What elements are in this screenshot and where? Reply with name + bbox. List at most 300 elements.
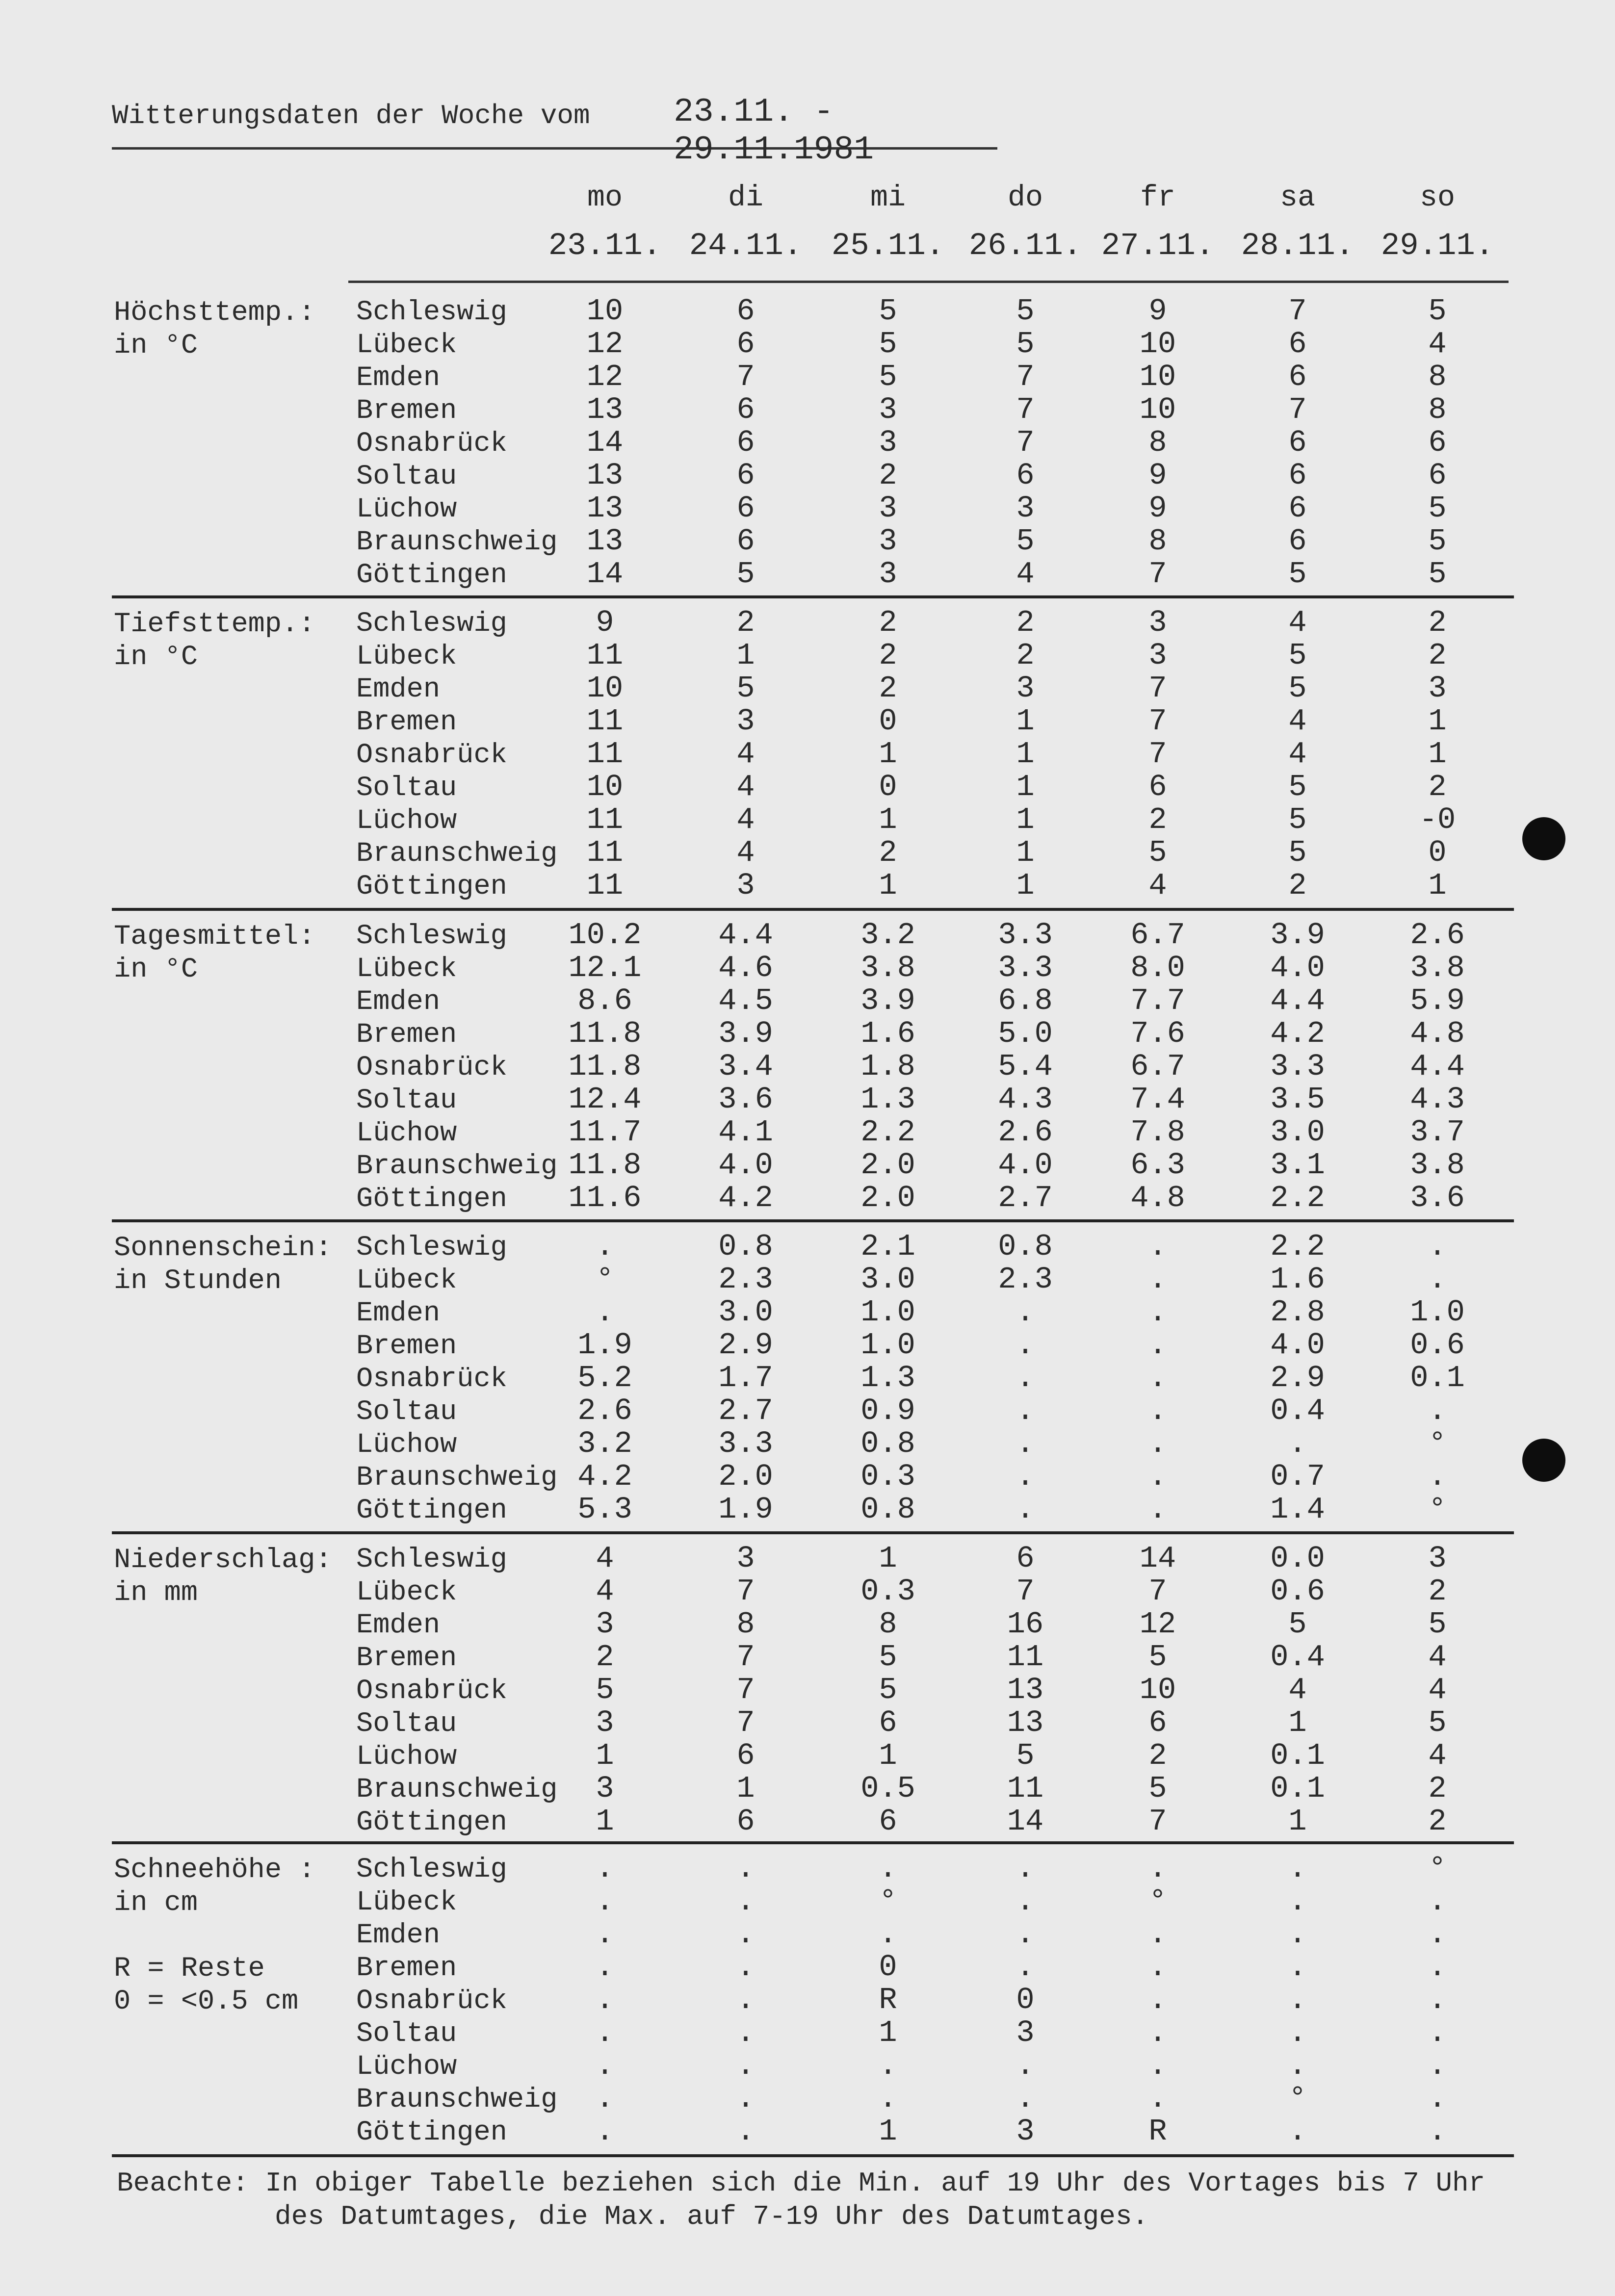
table-cell: 5 — [1288, 802, 1307, 837]
table-cell: R — [879, 1983, 897, 2017]
table-cell: . — [1288, 1917, 1307, 1952]
table-cell: 11 — [586, 638, 624, 673]
table-cell: 7.7 — [1130, 983, 1185, 1018]
table-cell: 1.3 — [860, 1082, 915, 1117]
table-cell: 14 — [586, 557, 624, 592]
table-cell: . — [1016, 2081, 1035, 2116]
table-cell: 0.8 — [860, 1492, 915, 1527]
table-cell: . — [596, 2015, 614, 2050]
table-cell: . — [1148, 2081, 1167, 2116]
table-cell: 1 — [736, 638, 755, 673]
table-cell: 2.9 — [1270, 1361, 1325, 1395]
table-cell: 4.3 — [998, 1082, 1053, 1117]
table-cell: 7 — [736, 1673, 755, 1707]
table-cell: . — [596, 2114, 614, 2149]
table-cell: 6 — [736, 327, 755, 361]
table-cell: 3.4 — [718, 1049, 773, 1084]
station-name: Bremen — [356, 1331, 457, 1362]
table-cell: 3 — [1148, 638, 1167, 673]
table-cell: 5 — [879, 360, 897, 394]
table-cell: 5 — [1016, 1738, 1035, 1773]
table-cell: 2 — [736, 605, 755, 640]
table-cell: 0 — [1428, 835, 1447, 870]
table-cell: 4.1 — [718, 1115, 773, 1150]
table-cell: 1.7 — [718, 1361, 773, 1395]
table-cell: 5 — [1148, 835, 1167, 870]
table-cell: 5 — [879, 1673, 897, 1707]
table-cell: 4.2 — [577, 1459, 632, 1494]
table-cell: 1.6 — [1270, 1262, 1325, 1297]
day-name: mi — [870, 181, 906, 215]
table-cell: 4.2 — [1270, 1016, 1325, 1051]
table-cell: . — [736, 1950, 755, 1985]
station-name: Osnabrück — [356, 428, 507, 460]
table-cell: 5 — [1428, 294, 1447, 329]
table-cell: . — [596, 2081, 614, 2116]
table-cell: . — [1288, 2048, 1307, 2083]
table-cell: 2.3 — [998, 1262, 1053, 1297]
table-cell: . — [1148, 1328, 1167, 1363]
table-cell: 5 — [879, 1640, 897, 1675]
table-cell: 14 — [1139, 1541, 1176, 1576]
table-cell: . — [1148, 2015, 1167, 2050]
table-cell: 1 — [1016, 704, 1035, 739]
station-name: Bremen — [356, 1019, 457, 1051]
table-cell: 11.6 — [568, 1181, 642, 1215]
table-cell: 2 — [1428, 1771, 1447, 1806]
table-cell: . — [736, 1983, 755, 2017]
table-cell: 3.2 — [577, 1426, 632, 1461]
day-date: 29.11. — [1381, 229, 1494, 264]
table-cell: . — [1016, 1851, 1035, 1886]
table-cell: 7.6 — [1130, 1016, 1185, 1051]
table-cell: 5 — [1428, 557, 1447, 592]
table-cell: 10 — [586, 770, 624, 804]
table-cell: 3 — [736, 704, 755, 739]
footnote-line-1: Beachte: In obiger Tabelle beziehen sich die Min. auf 19 Uhr des Vortages bis 7 Uhr — [117, 2167, 1485, 2199]
header-divider — [348, 281, 1509, 283]
table-cell: . — [1428, 2015, 1447, 2050]
table-cell: 5.2 — [577, 1361, 632, 1395]
table-cell: 4.8 — [1130, 1181, 1185, 1215]
station-name: Emden — [356, 1920, 441, 1951]
table-cell: 0.0 — [1270, 1541, 1325, 1576]
table-cell: 0 — [879, 770, 897, 804]
title-row — [112, 93, 997, 169]
table-cell: 4.2 — [718, 1181, 773, 1215]
table-cell: 1.0 — [860, 1295, 915, 1330]
table-cell: . — [1288, 1884, 1307, 1919]
table-cell: . — [1148, 1459, 1167, 1494]
table-cell: 3 — [879, 425, 897, 460]
table-cell: 6 — [736, 392, 755, 427]
table-cell: 3 — [879, 524, 897, 559]
table-cell: 5 — [1148, 1771, 1167, 1806]
table-cell: 6 — [1016, 458, 1035, 493]
table-cell: 12.4 — [568, 1082, 642, 1117]
table-cell: 0.6 — [1270, 1574, 1325, 1609]
table-cell: 7 — [1016, 392, 1035, 427]
table-cell: 0.4 — [1270, 1393, 1325, 1428]
table-cell: . — [1428, 1950, 1447, 1985]
table-cell: 3.8 — [1410, 1148, 1465, 1183]
table-cell: 2 — [1148, 802, 1167, 837]
table-cell: 2.2 — [1270, 1229, 1325, 1264]
table-cell: 5 — [879, 294, 897, 329]
table-cell: . — [879, 1917, 897, 1952]
station-name: Schleswig — [356, 1544, 507, 1575]
table-cell: 6 — [736, 491, 755, 526]
table-cell: 3.9 — [1270, 918, 1325, 953]
table-cell: 5 — [1428, 491, 1447, 526]
section-unit: in °C — [114, 330, 198, 361]
table-cell: 0.3 — [860, 1459, 915, 1494]
table-cell: 2.0 — [718, 1459, 773, 1494]
table-cell: 4 — [1428, 1640, 1447, 1675]
table-cell: 11 — [1007, 1771, 1044, 1806]
table-cell: 3 — [736, 1541, 755, 1576]
table-cell: 11.8 — [568, 1148, 642, 1183]
table-cell: 2 — [879, 835, 897, 870]
table-cell: 4.3 — [1410, 1082, 1465, 1117]
table-cell: 4 — [1148, 868, 1167, 903]
table-cell: 10.2 — [568, 918, 642, 953]
table-cell: 8 — [1428, 392, 1447, 427]
table-cell: 2 — [1428, 1804, 1447, 1839]
table-cell: . — [1148, 1492, 1167, 1527]
table-cell: 10 — [586, 294, 624, 329]
table-cell: 11 — [1007, 1640, 1044, 1675]
table-cell: 8.0 — [1130, 951, 1185, 985]
station-name: Göttingen — [356, 871, 507, 903]
table-cell: 1 — [879, 1738, 897, 1773]
table-cell: 5 — [1428, 1705, 1447, 1740]
table-cell: 7 — [1288, 294, 1307, 329]
table-cell: ° — [1148, 1884, 1167, 1919]
table-cell: . — [596, 1884, 614, 1919]
table-cell: . — [596, 1950, 614, 1985]
table-cell: 10 — [586, 671, 624, 706]
table-cell: 5 — [1288, 1607, 1307, 1642]
table-cell: . — [1148, 1426, 1167, 1461]
table-cell: 13 — [586, 491, 624, 526]
table-cell: . — [1428, 2114, 1447, 2149]
table-cell: 1 — [1428, 737, 1447, 772]
day-date: 25.11. — [831, 229, 945, 264]
table-cell: 7 — [736, 1640, 755, 1675]
table-cell: 3.5 — [1270, 1082, 1325, 1117]
table-cell: . — [1148, 1950, 1167, 1985]
table-cell: 4 — [596, 1541, 614, 1576]
table-cell: . — [1428, 2048, 1447, 2083]
table-cell: 5 — [1016, 524, 1035, 559]
table-cell: . — [1016, 1950, 1035, 1985]
station-name: Emden — [356, 674, 441, 705]
table-cell: 2 — [879, 671, 897, 706]
table-cell: 8.6 — [577, 983, 632, 1018]
table-cell: . — [1288, 2015, 1307, 2050]
station-name: Soltau — [356, 773, 457, 804]
table-cell: 3 — [1428, 1541, 1447, 1576]
table-cell: 6 — [736, 1804, 755, 1839]
table-cell: 1 — [1288, 1804, 1307, 1839]
table-cell: . — [1148, 1262, 1167, 1297]
table-cell: 7 — [1288, 392, 1307, 427]
table-cell: 3.0 — [1270, 1115, 1325, 1150]
station-name: Lüchow — [356, 1741, 457, 1773]
table-cell: 5.9 — [1410, 983, 1465, 1018]
table-cell: . — [736, 2081, 755, 2116]
punch-hole-icon — [1522, 817, 1565, 860]
table-cell: 4.4 — [1270, 983, 1325, 1018]
table-cell: 4 — [1288, 1673, 1307, 1707]
table-cell: 7 — [1148, 1804, 1167, 1839]
table-cell: ° — [1288, 2081, 1307, 2116]
table-cell: 2 — [1428, 770, 1447, 804]
table-cell: 13 — [586, 458, 624, 493]
table-cell: 14 — [1007, 1804, 1044, 1839]
table-cell: 7 — [736, 1574, 755, 1609]
table-cell: 1.0 — [1410, 1295, 1465, 1330]
section-label: Höchsttemp.: — [114, 297, 315, 329]
table-cell: . — [1428, 1459, 1447, 1494]
table-cell: 1 — [879, 868, 897, 903]
table-cell: 7 — [1148, 1574, 1167, 1609]
table-cell: . — [1016, 1884, 1035, 1919]
table-cell: 6.7 — [1130, 1049, 1185, 1084]
station-name: Soltau — [356, 2018, 457, 2050]
table-cell: . — [879, 2081, 897, 2116]
table-cell: 3.6 — [1410, 1181, 1465, 1215]
table-cell: 3 — [1016, 671, 1035, 706]
station-name: Lübeck — [356, 641, 457, 672]
table-cell: 5 — [1288, 638, 1307, 673]
table-cell: 10 — [1139, 360, 1176, 394]
table-cell: 1 — [1016, 770, 1035, 804]
table-cell: . — [736, 1851, 755, 1886]
table-cell: . — [1288, 2114, 1307, 2149]
table-cell: 7 — [1148, 704, 1167, 739]
station-name: Osnabrück — [356, 1052, 507, 1084]
day-name: sa — [1279, 181, 1315, 215]
table-cell: 4 — [1288, 704, 1307, 739]
table-cell: 3.0 — [718, 1295, 773, 1330]
table-cell: 0.1 — [1270, 1738, 1325, 1773]
table-cell: 2.6 — [998, 1115, 1053, 1150]
table-cell: 0 — [879, 1950, 897, 1985]
table-cell: 6 — [1288, 327, 1307, 361]
table-cell: 1.3 — [860, 1361, 915, 1395]
station-name: Lübeck — [356, 1887, 457, 1918]
table-cell: 11.7 — [568, 1115, 642, 1150]
title-label: Witterungsdaten der Woche vom — [112, 100, 590, 131]
table-cell: 1 — [596, 1738, 614, 1773]
table-cell: 5 — [1288, 557, 1307, 592]
table-cell: . — [1148, 1229, 1167, 1264]
table-cell: 11.8 — [568, 1016, 642, 1051]
table-cell: 2 — [879, 638, 897, 673]
station-name: Soltau — [356, 1708, 457, 1740]
table-cell: 2.6 — [577, 1393, 632, 1428]
station-name: Braunschweig — [356, 2084, 558, 2115]
table-cell: 6 — [879, 1705, 897, 1740]
table-cell: 2 — [1148, 1738, 1167, 1773]
table-cell: 1 — [879, 737, 897, 772]
table-cell: 8 — [1148, 524, 1167, 559]
day-date: 24.11. — [689, 229, 803, 264]
table-cell: 0.1 — [1270, 1771, 1325, 1806]
table-cell: 3 — [1016, 2114, 1035, 2149]
table-cell: 0.5 — [860, 1771, 915, 1806]
section-label: Schneehöhe : — [114, 1855, 315, 1886]
table-cell: 4 — [736, 770, 755, 804]
table-cell: 3.2 — [860, 918, 915, 953]
table-cell: . — [1428, 1884, 1447, 1919]
section-unit: in °C — [114, 954, 198, 985]
station-name: Bremen — [356, 395, 457, 427]
table-cell: 2.0 — [860, 1181, 915, 1215]
table-cell: 12.1 — [568, 951, 642, 985]
table-cell: 7 — [1016, 425, 1035, 460]
station-name: Osnabrück — [356, 1364, 507, 1395]
station-name: Braunschweig — [356, 1774, 558, 1806]
table-cell: . — [1288, 1950, 1307, 1985]
table-cell: 4.8 — [1410, 1016, 1465, 1051]
table-cell: 4 — [736, 802, 755, 837]
table-cell: 8 — [1428, 360, 1447, 394]
table-cell: 9 — [1148, 458, 1167, 493]
table-cell: 12 — [1139, 1607, 1176, 1642]
footnote-line-2: des Datumtages, die Max. auf 7-19 Uhr des Datumtages. — [275, 2201, 1149, 2232]
table-cell: 7.8 — [1130, 1115, 1185, 1150]
table-cell: 0 — [879, 704, 897, 739]
section-label: Tagesmittel: — [114, 921, 315, 953]
table-cell: 2.3 — [718, 1262, 773, 1297]
table-cell: . — [1148, 2048, 1167, 2083]
table-cell: 7.4 — [1130, 1082, 1185, 1117]
table-cell: 6 — [736, 458, 755, 493]
table-cell: 1 — [1016, 868, 1035, 903]
table-cell: 2.2 — [1270, 1181, 1325, 1215]
station-name: Göttingen — [356, 1807, 507, 1838]
day-date: 27.11. — [1101, 229, 1215, 264]
table-cell: 2.6 — [1410, 918, 1465, 953]
table-cell: . — [736, 2015, 755, 2050]
table-cell: 5 — [596, 1673, 614, 1707]
table-cell: 3.9 — [718, 1016, 773, 1051]
table-cell: 5 — [736, 671, 755, 706]
table-cell: . — [1016, 1295, 1035, 1330]
table-cell: 3 — [1016, 491, 1035, 526]
station-name: Bremen — [356, 707, 457, 738]
station-name: Bremen — [356, 1643, 457, 1674]
table-cell: . — [1288, 1983, 1307, 2017]
table-cell: 1 — [1016, 737, 1035, 772]
table-cell: . — [596, 1917, 614, 1952]
table-cell: 7 — [1148, 671, 1167, 706]
table-cell: . — [879, 1851, 897, 1886]
table-cell: 4 — [736, 835, 755, 870]
table-cell: 1.6 — [860, 1016, 915, 1051]
table-cell: 4 — [1428, 327, 1447, 361]
table-cell: 2.1 — [860, 1229, 915, 1264]
table-cell: 0 — [1016, 1983, 1035, 2017]
table-cell: 0.8 — [860, 1426, 915, 1461]
station-name: Schleswig — [356, 297, 507, 328]
table-cell: 5 — [1148, 1640, 1167, 1675]
table-cell: 13 — [1007, 1705, 1044, 1740]
station-name: Göttingen — [356, 2117, 507, 2148]
day-name: fr — [1140, 181, 1175, 215]
table-cell: . — [1016, 2048, 1035, 2083]
station-name: Lüchow — [356, 1429, 457, 1461]
table-cell: 2 — [1288, 868, 1307, 903]
section-label: Tiefsttemp.: — [114, 609, 315, 640]
table-cell: 10 — [1139, 392, 1176, 427]
table-cell: . — [1428, 1262, 1447, 1297]
table-cell: 0.7 — [1270, 1459, 1325, 1494]
table-cell: 1.8 — [860, 1049, 915, 1084]
table-cell: 1 — [596, 1804, 614, 1839]
table-cell: 3.3 — [998, 918, 1053, 953]
snow-legend: R = Reste — [114, 1953, 265, 1985]
table-cell: 4.4 — [1410, 1049, 1465, 1084]
table-cell: 14 — [586, 425, 624, 460]
station-name: Emden — [356, 1298, 441, 1329]
table-cell: 10 — [1139, 327, 1176, 361]
table-cell: 6 — [1288, 360, 1307, 394]
table-cell: 0.6 — [1410, 1328, 1465, 1363]
table-cell: 3 — [879, 557, 897, 592]
table-cell: 3.0 — [860, 1262, 915, 1297]
table-cell: . — [736, 2048, 755, 2083]
table-cell: 2.9 — [718, 1328, 773, 1363]
table-cell: 2 — [1428, 605, 1447, 640]
table-cell: 5 — [879, 327, 897, 361]
station-name: Emden — [356, 986, 441, 1018]
table-cell: 11 — [586, 835, 624, 870]
station-name: Lübeck — [356, 1265, 457, 1296]
table-cell: 0.3 — [860, 1574, 915, 1609]
table-cell: 5 — [1288, 835, 1307, 870]
table-cell: 3.8 — [1410, 951, 1465, 985]
table-cell: ° — [596, 1262, 614, 1297]
table-cell: -0 — [1419, 802, 1456, 837]
table-cell: 1 — [1288, 1705, 1307, 1740]
table-cell: 3 — [1016, 2015, 1035, 2050]
table-cell: 6 — [1288, 491, 1307, 526]
station-name: Göttingen — [356, 1184, 507, 1215]
day-name: so — [1419, 181, 1455, 215]
table-cell: 8 — [736, 1607, 755, 1642]
table-cell: 1 — [1016, 802, 1035, 837]
station-name: Soltau — [356, 1396, 457, 1428]
table-cell: 2 — [879, 605, 897, 640]
table-cell: 4.0 — [1270, 1328, 1325, 1363]
table-cell: . — [596, 1851, 614, 1886]
station-name: Braunschweig — [356, 1462, 558, 1494]
table-cell: . — [736, 1917, 755, 1952]
station-name: Bremen — [356, 1953, 457, 1984]
table-cell: 1 — [879, 802, 897, 837]
table-cell: 6 — [1148, 770, 1167, 804]
table-cell: 11 — [586, 704, 624, 739]
station-name: Braunschweig — [356, 1151, 558, 1182]
table-cell: 7 — [736, 1705, 755, 1740]
table-cell: . — [1016, 1426, 1035, 1461]
table-cell: 3.6 — [718, 1082, 773, 1117]
station-name: Emden — [356, 1610, 441, 1641]
